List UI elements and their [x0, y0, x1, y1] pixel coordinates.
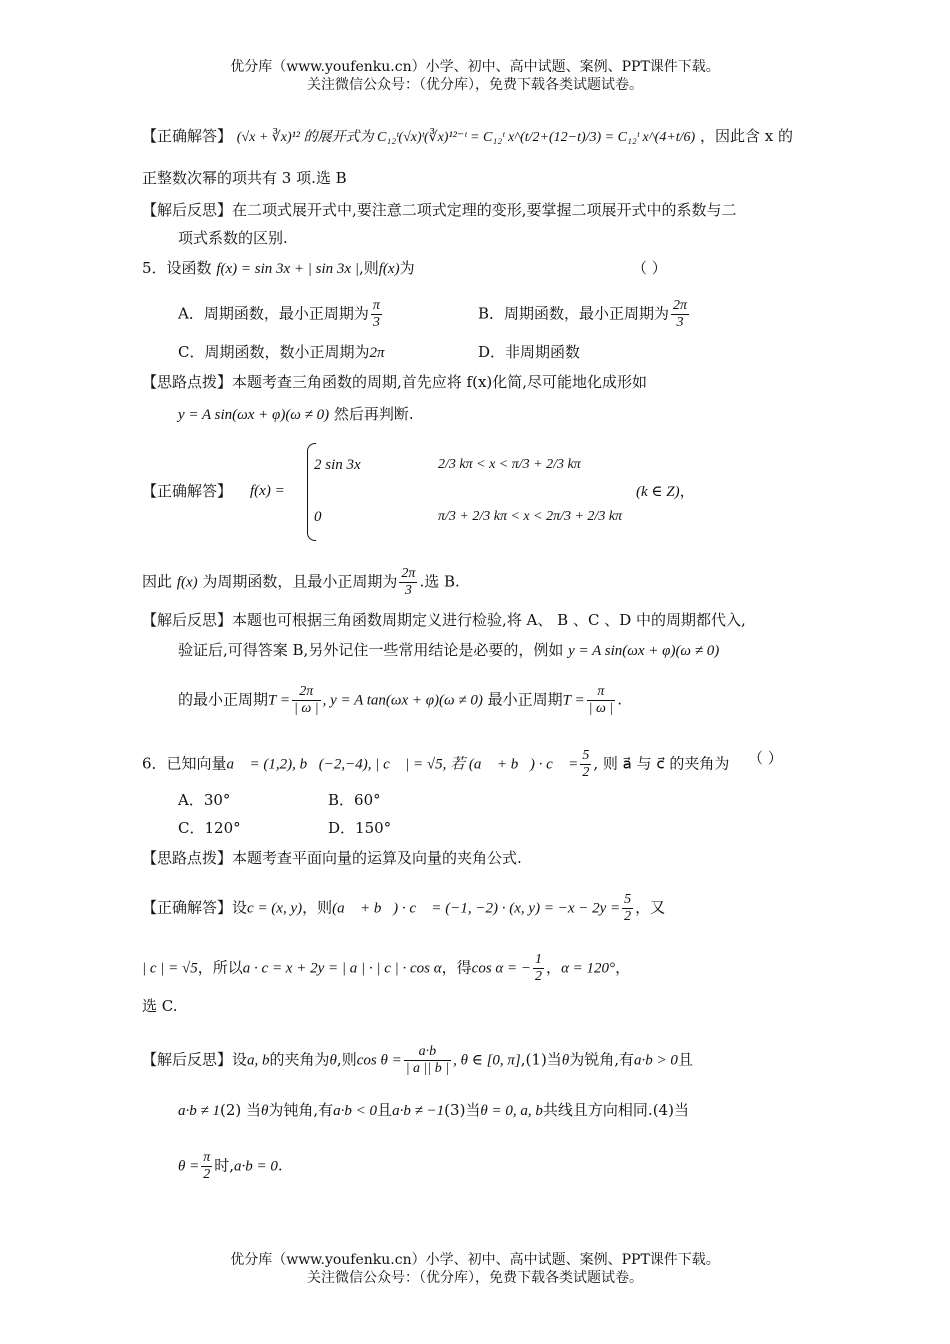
q5-option-a-frac — [371, 298, 382, 331]
q5-reflect-t2-den: | ω | — [588, 701, 614, 716]
q6-stem-suffix: , 则 a⃗ 与 c⃗ 的夹角为 — [593, 754, 730, 773]
q6-answer-line2 — [142, 952, 630, 985]
q5-piece-end: ， — [679, 482, 695, 500]
q6-reflect-den: | a || b | — [405, 1061, 450, 1076]
q6-reflect-line3 — [178, 1150, 283, 1183]
q6-reflect-b: 的夹角为 — [269, 1050, 330, 1069]
q5-option-b-frac — [671, 298, 689, 331]
q5-stem-math2: f(x) — [378, 261, 400, 277]
q5-hint-line1: 本题考查三角函数的周期,首先应将 f(x)化简,尽可能地化成形如 — [232, 373, 648, 391]
q5-reflect-t1-num: 2π — [292, 684, 321, 701]
q6-option-d: D．150° — [328, 819, 392, 837]
q6-reflect-math4: , θ ∈ [0, π] — [453, 1052, 521, 1069]
q5-reflect-t1-den: | ω | — [293, 701, 319, 716]
q5-reflect — [142, 610, 746, 630]
q5-conclusion — [142, 566, 460, 599]
q5-stem-prefix: 5．设函数 — [142, 259, 212, 277]
q5-option-b-num: 2π — [673, 298, 688, 313]
q6-reflect-l2-math5: θ = 0, a, b — [480, 1103, 543, 1119]
q6-reflect-l3-num: π — [203, 1150, 211, 1165]
q6-reflect-math6: a·b > 0 — [633, 1052, 678, 1069]
q5-answer-tag: 【正确解答】 — [142, 482, 233, 500]
q6-reflect-math1: a, b — [247, 1052, 270, 1069]
q5-option-c-text: C．周期函数，数小正周期为 — [178, 343, 370, 361]
q6-answer-l2-frac — [533, 952, 544, 985]
q4-answer-tail: ，因此含 x 的 — [700, 127, 794, 145]
q6-reflect-l2-b: 为钝角,有 — [268, 1101, 334, 1119]
q6-answer-a: 设 — [232, 898, 248, 917]
q5-conclude-math: f(x) — [176, 574, 198, 591]
q5-conclude-den: 3 — [404, 583, 412, 598]
q6-reflect-l2-c: 且 — [377, 1101, 393, 1119]
q5-piece1-cond: 2/3 kπ < x < π/3 + 2/3 kπ — [438, 457, 581, 472]
q5-hint — [142, 372, 647, 392]
q5-option-b-den: 3 — [676, 315, 684, 330]
q5-option-a-num: π — [372, 298, 380, 313]
q6-reflect-l3-a: 时, — [214, 1156, 235, 1175]
q5-option-a — [178, 298, 384, 331]
q6-option-c: C．120° — [178, 819, 241, 837]
q5-stem — [142, 258, 415, 279]
header-line-1: 优分库（www.youfenku.cn）小学、初中、高中试题、案例、PPT课件下载。 — [230, 59, 720, 75]
q6-reflect-a: 设 — [232, 1050, 248, 1069]
q5-piece1-val: 2 sin 3x — [314, 457, 361, 473]
q5-piece2-val: 0 — [314, 509, 322, 525]
q6-stem — [142, 748, 729, 781]
q6-reflect-line2 — [178, 1100, 689, 1121]
q5-option-c-math: 2π — [369, 345, 385, 361]
q6-reflect-math5: θ — [561, 1052, 570, 1069]
q5-stem-math: f(x) = sin 3x + | sin 3x | — [216, 261, 359, 277]
q6-reflect-l2-e: 共线且方向相同.(4)当 — [542, 1101, 689, 1119]
q6-option-a: A．30° — [178, 791, 231, 809]
header-line-2: 关注微信公众号：（优分库），免费下载各类试题试卷。 — [307, 77, 643, 93]
q5-reflect-t1: T = — [268, 692, 290, 709]
q6-reflect-l3-math1: θ = — [178, 1158, 200, 1175]
q5-option-c — [178, 342, 385, 363]
q5-piece-lhs: f(x) = — [250, 483, 285, 499]
q6-reflect-l2-math4: a·b ≠ −1 — [392, 1103, 445, 1119]
q6-answer-frac — [622, 892, 633, 925]
q6-stem-prefix: 6．已知向量 — [142, 754, 227, 773]
q6-answer-l2-c: ， — [546, 958, 562, 977]
q6-reflect-l2-math3: a·b < 0 — [333, 1103, 378, 1119]
q5-reflect-end: . — [617, 690, 622, 709]
q6-stem-math: a⃗ = (1,2), b⃗(−2,−4), | c⃗ | = √5, 若 (a⃗ + b⃗) · c⃗ = — [226, 756, 579, 773]
q6-answer-l2-b: ，得 — [441, 958, 472, 977]
q6-reflect-l3-den: 2 — [203, 1167, 211, 1182]
q6-answer-num: 5 — [624, 892, 632, 907]
q6-answer-l2-den: 2 — [535, 969, 543, 984]
footer-line-1: 优分库（www.youfenku.cn）小学、初中、高中试题、案例、PPT课件下载。 — [230, 1252, 720, 1268]
q5-reflect-t1-frac — [292, 684, 321, 717]
q5-reflect-line2-wrap — [178, 640, 719, 661]
q4-answer-line2: 正整数次幂的项共有 3 项.选 B — [142, 169, 347, 187]
q4-reflect — [142, 200, 737, 220]
q6-reflect-l3-end: . — [277, 1156, 283, 1175]
q5-reflect-t2: T = — [562, 692, 585, 709]
q5-stem-suffix: ,则 — [358, 259, 379, 277]
q6-reflect-l2-a: (2) 当 — [219, 1101, 262, 1119]
q6-stem-den: 2 — [582, 765, 590, 780]
q5-option-d: D．非周期函数 — [478, 343, 581, 361]
q6-stem-frac — [580, 748, 591, 781]
q5-option-a-text: A．周期函数，最小正周期为 — [178, 304, 369, 323]
q6-answer-l2-math3: cos α = − — [471, 960, 532, 977]
q6-reflect-l3-frac — [201, 1150, 212, 1183]
q6-reflect — [142, 1044, 693, 1077]
q6-reflect-math3: cos θ = — [356, 1052, 402, 1069]
q6-reflect-e: 为锐角,有 — [569, 1050, 634, 1069]
q6-answer — [142, 892, 665, 925]
q5-option-b-text: B．周期函数，最小正周期为 — [478, 304, 670, 323]
q6-reflect-frac — [404, 1044, 451, 1077]
q5-reflect-line2: 验证后,可得答案 B,另外记住一些常用结论是必要的，例如 — [178, 641, 564, 659]
q5-piece-k: (k ∈ Z) — [636, 484, 680, 500]
q6-answer-tag: 【正确解答】 — [142, 898, 233, 917]
q4-reflect-line2: 项式系数的区别. — [178, 229, 288, 247]
q5-paren: （ ） — [632, 259, 667, 277]
q6-paren: （ ） — [748, 749, 783, 767]
q5-option-b — [478, 298, 691, 331]
q6-reflect-l2-math1: a·b ≠ 1 — [178, 1103, 220, 1119]
q5-hint-math: y = A sin(ωx + φ)(ω ≠ 0) — [178, 407, 330, 423]
q6-stem-num: 5 — [582, 748, 590, 763]
q5-option-a-den: 3 — [372, 315, 380, 330]
q6-reflect-c: ,则 — [336, 1050, 357, 1069]
q5-reflect-math3: , y = A tan(ωx + φ)(ω ≠ 0) — [322, 692, 483, 709]
q6-answer-l2-num: 1 — [535, 952, 543, 967]
q4-reflect-line1: 在二项式展开式中,要注意二项式定理的变形,要掌握二项展开式中的系数与二 — [232, 201, 737, 219]
q5-conclude-num: 2π — [401, 566, 416, 581]
q6-answer-math2: (a⃗ + b⃗) · c⃗ = (−1, −2) · (x, y) = −x − 2y = — [332, 900, 621, 917]
q6-reflect-l2-d: (3)当 — [444, 1101, 481, 1119]
q6-reflect-l3-math2: a·b = 0 — [234, 1158, 278, 1175]
q6-answer-den: 2 — [624, 909, 632, 924]
q5-reflect-line3b: 最小正周期 — [487, 690, 563, 709]
q6-answer-c: ，又 — [635, 898, 666, 917]
q5-reflect-line1: 本题也可根据三角函数周期定义进行检验,将 A、 B 、C 、D 中的周期都代入, — [232, 611, 746, 629]
q6-answer-b: ，则 — [302, 898, 333, 917]
q5-conclude-frac — [399, 566, 417, 599]
q5-piece2-cond: π/3 + 2/3 kπ < x < 2π/3 + 2/3 kπ — [438, 509, 623, 524]
q6-hint-tag: 【思路点拨】 — [142, 849, 233, 867]
q5-hint-line2: 然后再判断. — [333, 405, 414, 423]
q6-answer-line3: 选 C. — [142, 997, 178, 1015]
q6-answer-l2-math2: a · c = x + 2y = | a | · | c | · cos α — [242, 960, 442, 977]
q4-answer-math: (√x + ∛x)¹² 的展开式为 C₁₂ᵗ(√x)ᵗ(∛x)¹²⁻ᵗ = C₁₂ᵗ x^(t/2+(12−t)/3) = C₁₂ᵗ x^(4+t/6) — [236, 130, 696, 145]
q6-hint — [142, 848, 522, 868]
q5-reflect-line3 — [178, 684, 622, 717]
footer-line-2: 关注微信公众号：（优分库），免费下载各类试题试卷。 — [307, 1270, 643, 1286]
q4-answer-tag: 【正确解答】 — [142, 127, 233, 145]
q5-reflect-math2: y = A sin(ωx + φ)(ω ≠ 0) — [568, 643, 720, 659]
q6-reflect-tag: 【解后反思】 — [142, 1050, 233, 1069]
q5-hint-line2-wrap — [178, 404, 414, 425]
q5-piece-k-wrap — [636, 481, 695, 502]
q5-reflect-tag: 【解后反思】 — [142, 611, 233, 629]
q6-answer-l2-d: ， — [615, 958, 631, 977]
q5-reflect-t2-num: π — [587, 684, 616, 701]
q6-reflect-num: a·b — [404, 1044, 451, 1061]
q6-reflect-d: ,(1)当 — [520, 1050, 562, 1069]
q5-conclude-prefix: 因此 — [142, 572, 173, 591]
q6-hint-line: 本题考查平面向量的运算及向量的夹角公式. — [232, 849, 522, 867]
q5-reflect-line3a: 的最小正周期 — [178, 690, 269, 709]
q6-answer-l2-math4: α = 120° — [561, 960, 616, 977]
q5-stem-end: 为 — [399, 259, 415, 277]
q6-reflect-math2: θ — [329, 1052, 337, 1069]
q4-answer — [142, 126, 793, 148]
q6-reflect-f: 且 — [677, 1050, 693, 1069]
q6-option-b: B．60° — [328, 791, 381, 809]
q6-reflect-l2-math2: θ — [261, 1103, 269, 1119]
q5-reflect-t2-frac — [587, 684, 616, 717]
q5-conclude-mid: 为周期函数，且最小正周期为 — [202, 572, 398, 591]
q6-answer-math1: c = (x, y) — [247, 900, 303, 917]
q6-answer-l2-a: ，所以 — [197, 958, 243, 977]
q5-hint-tag: 【思路点拨】 — [142, 373, 233, 391]
q5-conclude-end: .选 B. — [419, 572, 460, 591]
q4-reflect-tag: 【解后反思】 — [142, 201, 233, 219]
q6-answer-l2-math: | c | = √5 — [142, 960, 198, 977]
